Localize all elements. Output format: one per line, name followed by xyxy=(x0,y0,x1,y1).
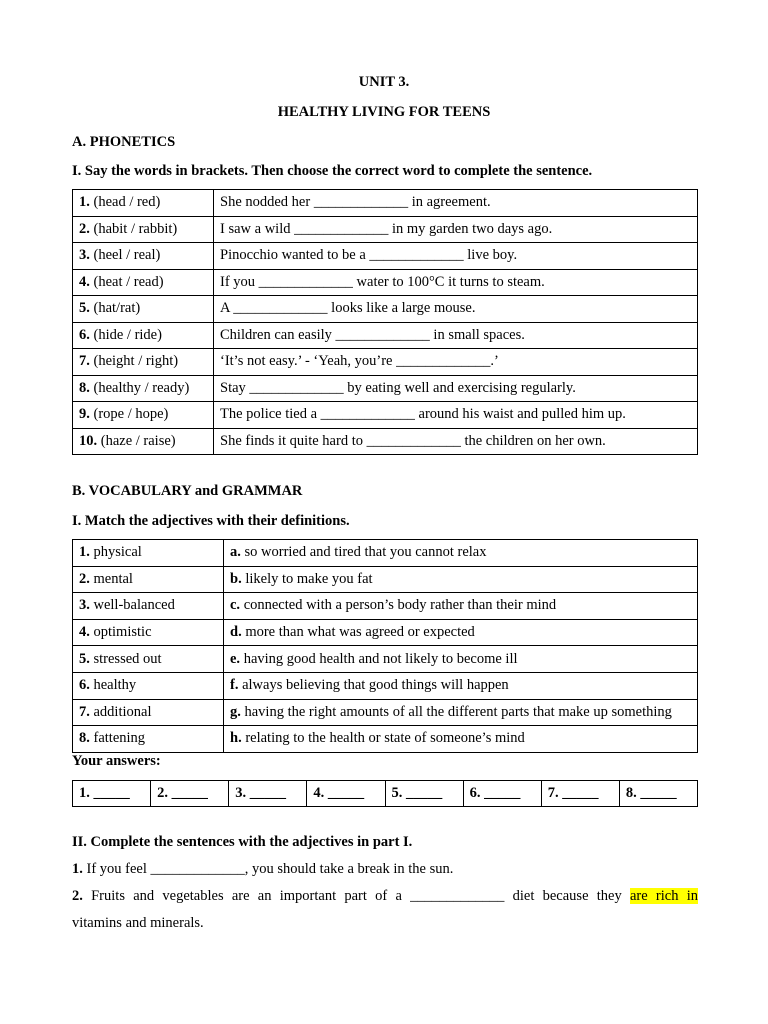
phonetics-sentence-cell: The police tied a _____________ around his waist and pulled him up. xyxy=(214,402,698,429)
matching-row xyxy=(73,672,698,699)
matching-row xyxy=(73,540,698,567)
item-number: 3. xyxy=(79,247,90,264)
answer-cell[interactable]: 4. _____ xyxy=(307,781,385,807)
task-b1-instruction: I. Match the adjectives with their definitions. xyxy=(72,513,350,529)
word-pair: (height / right) xyxy=(89,353,179,370)
section-b-heading: B. VOCABULARY and GRAMMAR xyxy=(72,483,303,499)
definition-letter: b. xyxy=(230,570,242,587)
phonetics-row xyxy=(73,428,698,455)
sentence-2-line1 xyxy=(72,888,698,905)
definition-text: so worried and tired that you cannot relax xyxy=(240,544,487,561)
task-a1-instruction: I. Say the words in brackets. Then choose the correct word to complete the sentence. xyxy=(72,163,593,179)
matching-row xyxy=(73,646,698,673)
phonetics-words-cell xyxy=(73,428,214,455)
adjective: mental xyxy=(89,570,133,587)
phonetics-row xyxy=(73,296,698,323)
phonetics-row xyxy=(73,375,698,402)
definition-cell xyxy=(224,619,698,646)
word-pair: (haze / raise) xyxy=(97,432,176,449)
adjective: optimistic xyxy=(89,624,152,641)
item-number: 3. xyxy=(79,597,90,614)
sentence-1-text: If you feel _____________, you should take a break in the sun. xyxy=(82,861,454,877)
item-number: 7. xyxy=(79,353,90,370)
phonetics-words-cell xyxy=(73,269,214,296)
section-a-heading: A. PHONETICS xyxy=(72,134,176,150)
definition-letter: h. xyxy=(230,730,242,747)
item-number: 5. xyxy=(79,650,90,667)
phonetics-row xyxy=(73,322,698,349)
item-number: 9. xyxy=(79,406,90,423)
definition-text: having the right amounts of all the different parts that make up something xyxy=(240,703,672,720)
phonetics-sentence-cell: She finds it quite hard to _____________ the children on her own. xyxy=(214,428,698,455)
adjective-cell xyxy=(73,593,224,620)
matching-row xyxy=(73,593,698,620)
definition-cell xyxy=(224,646,698,673)
task-b2-instruction: II. Complete the sentences with the adjectives in part I. xyxy=(72,834,413,850)
item-number: 4. xyxy=(79,624,90,641)
definition-cell xyxy=(224,726,698,753)
definition-text: always believing that good things will happen xyxy=(238,677,509,694)
answer-cell[interactable]: 8. _____ xyxy=(619,781,697,807)
phonetics-row xyxy=(73,402,698,429)
word-pair: (heat / read) xyxy=(89,273,164,290)
phonetics-words-cell xyxy=(73,375,214,402)
word-pair: (hide / ride) xyxy=(89,326,162,343)
definition-letter: g. xyxy=(230,703,241,720)
definition-cell xyxy=(224,566,698,593)
answer-cell[interactable]: 1. _____ xyxy=(73,781,151,807)
your-answers-label: Your answers: xyxy=(72,753,161,769)
adjective-cell xyxy=(73,540,224,567)
adjective-cell xyxy=(73,646,224,673)
phonetics-row xyxy=(73,269,698,296)
phonetics-words-cell xyxy=(73,349,214,376)
definition-cell xyxy=(224,699,698,726)
phonetics-words-cell xyxy=(73,296,214,323)
definition-text: connected with a person’s body rather than their mind xyxy=(240,597,557,614)
phonetics-row xyxy=(73,349,698,376)
item-number: 2. xyxy=(79,570,90,587)
definition-letter: a. xyxy=(230,544,241,561)
item-number: 4. xyxy=(79,273,90,290)
phonetics-words-cell xyxy=(73,402,214,429)
answer-cell[interactable]: 5. _____ xyxy=(385,781,463,807)
item-number: 10. xyxy=(79,432,98,449)
answer-cell[interactable]: 7. _____ xyxy=(541,781,619,807)
item-number: 6. xyxy=(79,326,90,343)
word-pair: (hat/rat) xyxy=(89,300,141,317)
definition-text: likely to make you fat xyxy=(241,570,373,587)
adjective: additional xyxy=(89,703,152,720)
phonetics-sentence-cell: Stay _____________ by eating well and exercising regularly. xyxy=(214,375,698,402)
adjective: stressed out xyxy=(89,650,162,667)
phonetics-table xyxy=(72,189,698,455)
item-number: 5. xyxy=(79,300,90,317)
answer-cell[interactable]: 3. _____ xyxy=(229,781,307,807)
answer-cell[interactable]: 6. _____ xyxy=(463,781,541,807)
sentence-2-line2: vitamins and minerals. xyxy=(72,915,204,931)
matching-row xyxy=(73,726,698,753)
sentence-1 xyxy=(72,861,698,878)
phonetics-sentence-cell: A _____________ looks like a large mouse. xyxy=(214,296,698,323)
definition-cell xyxy=(224,593,698,620)
item-number: 6. xyxy=(79,677,90,694)
phonetics-sentence-cell: Pinocchio wanted to be a _____________ live boy. xyxy=(214,243,698,270)
phonetics-words-cell xyxy=(73,243,214,270)
phonetics-row xyxy=(73,190,698,217)
matching-table xyxy=(72,539,698,753)
matching-row xyxy=(73,566,698,593)
adjective-cell xyxy=(73,699,224,726)
adjective-cell xyxy=(73,566,224,593)
phonetics-row xyxy=(73,243,698,270)
item-number: 7. xyxy=(79,703,90,720)
adjective: healthy xyxy=(89,677,137,694)
sentence-1-number: 1. xyxy=(72,861,83,877)
adjective: fattening xyxy=(89,730,146,747)
item-number: 2. xyxy=(79,220,90,237)
definition-text: relating to the health or state of someone’s mind xyxy=(241,730,525,747)
matching-row xyxy=(73,699,698,726)
phonetics-words-cell xyxy=(73,322,214,349)
definition-cell xyxy=(224,540,698,567)
unit-title: UNIT 3. xyxy=(358,74,410,90)
definition-letter: d. xyxy=(230,624,242,641)
answers-table xyxy=(72,780,698,807)
item-number: 8. xyxy=(79,379,90,396)
word-pair: (rope / hope) xyxy=(89,406,169,423)
word-pair: (habit / rabbit) xyxy=(89,220,178,237)
definition-letter: c. xyxy=(230,597,241,614)
adjective: well-balanced xyxy=(89,597,175,614)
definition-letter: e. xyxy=(230,650,241,667)
answer-cell[interactable]: 2. _____ xyxy=(151,781,229,807)
item-number: 1. xyxy=(79,544,90,561)
item-number: 8. xyxy=(79,730,90,747)
adjective: physical xyxy=(89,544,142,561)
adjective-cell xyxy=(73,726,224,753)
definition-letter: f. xyxy=(230,677,239,694)
word-pair: (healthy / ready) xyxy=(89,379,190,396)
phonetics-sentence-cell: ‘It’s not easy.’ - ‘Yeah, you’re _____________.’ xyxy=(214,349,698,376)
definition-cell xyxy=(224,672,698,699)
phonetics-sentence-cell: Children can easily _____________ in small spaces. xyxy=(214,322,698,349)
word-pair: (heel / real) xyxy=(89,247,161,264)
phonetics-sentence-cell: She nodded her _____________ in agreement. xyxy=(214,190,698,217)
adjective-cell xyxy=(73,619,224,646)
phonetics-words-cell xyxy=(73,216,214,243)
unit-subtitle: HEALTHY LIVING FOR TEENS xyxy=(277,104,491,120)
phonetics-sentence-cell: If you _____________ water to 100°C it turns to steam. xyxy=(214,269,698,296)
phonetics-sentence-cell: I saw a wild _____________ in my garden two days ago. xyxy=(214,216,698,243)
item-number: 1. xyxy=(79,194,90,211)
adjective-cell xyxy=(73,672,224,699)
word-pair: (head / red) xyxy=(89,194,161,211)
phonetics-row xyxy=(73,216,698,243)
phonetics-words-cell xyxy=(73,190,214,217)
matching-row xyxy=(73,619,698,646)
sentence-2-number: 2. xyxy=(72,888,83,904)
definition-text: having good health and not likely to become ill xyxy=(240,650,518,667)
definition-text: more than what was agreed or expected xyxy=(241,624,475,641)
sentence-2-highlight: are rich in xyxy=(629,888,699,904)
sentence-2-text: Fruits and vegetables are an important part of a _____________ diet because they xyxy=(82,888,630,904)
